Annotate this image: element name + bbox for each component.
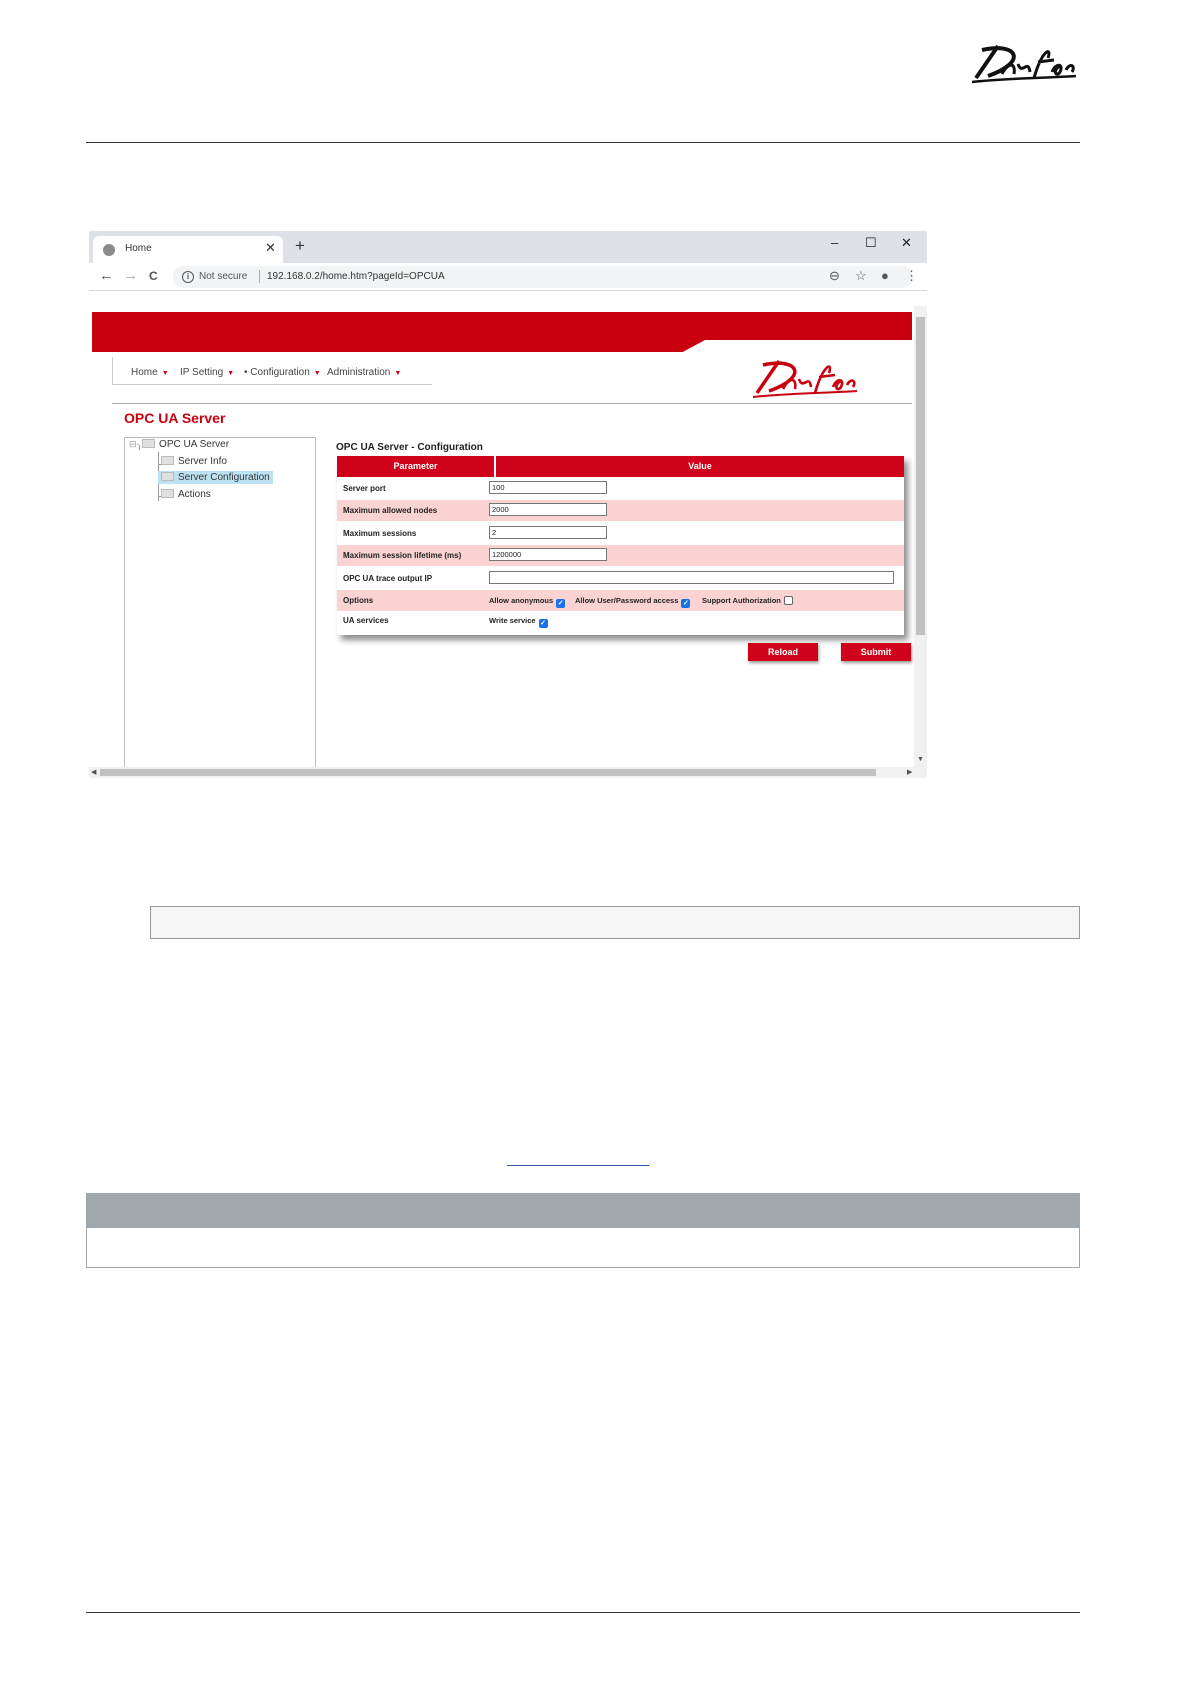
scroll-left-arrow[interactable]: ◀ (91, 769, 97, 776)
globe-icon (103, 244, 115, 256)
browser-menu-icon[interactable]: ⋮ (905, 268, 918, 283)
config-table (337, 456, 904, 635)
row-label: Maximum sessions (343, 529, 417, 538)
chevron-down-icon: ▼ (394, 370, 402, 377)
collapse-icon[interactable]: ⊟- (129, 439, 143, 449)
max-nodes-input[interactable]: 2000 (489, 503, 607, 516)
address-bar (89, 263, 927, 291)
row-label: Maximum session lifetime (ms) (343, 551, 462, 560)
scroll-right-arrow[interactable]: ▶ (907, 769, 913, 776)
close-window-button[interactable]: ✕ (901, 235, 912, 250)
menu-ip-setting[interactable]: IP Setting ▼ (180, 367, 235, 378)
browser-tab[interactable] (93, 236, 283, 263)
vertical-scrollbar[interactable] (914, 306, 927, 768)
zoom-icon[interactable]: ⊖ (829, 268, 840, 283)
forward-icon[interactable]: → (123, 267, 138, 284)
folder-icon (161, 472, 174, 481)
table-row (337, 610, 904, 631)
row-label: UA services (343, 616, 389, 625)
option-support-authorization: Support Authorization (702, 596, 793, 605)
tree-item-server-info[interactable]: Server Info (161, 456, 227, 467)
config-title: OPC UA Server - Configuration (336, 442, 483, 453)
reload-icon[interactable]: C (149, 269, 158, 283)
table-row (337, 590, 904, 611)
danfoss-logo (749, 353, 859, 401)
note-box (150, 906, 1080, 939)
security-label: Not secure (199, 271, 248, 282)
page-title: OPC UA Server (124, 410, 226, 426)
folder-icon (142, 439, 155, 448)
url-text: 192.168.0.2/home.htm?pageId=OPCUA (267, 271, 445, 282)
table-row (337, 500, 904, 521)
horizontal-scroll-thumb[interactable] (100, 769, 876, 776)
option-allow-anonymous: Allow anonymous ✓ (489, 596, 564, 607)
row-label: OPC UA trace output IP (343, 574, 433, 583)
session-lifetime-input[interactable]: 1200000 (489, 548, 607, 561)
row-label: Maximum allowed nodes (343, 506, 438, 515)
scroll-down-arrow[interactable]: ▼ (917, 756, 924, 763)
back-icon[interactable]: ← (99, 267, 114, 284)
browser-tabbar (89, 231, 927, 263)
tab-close-icon[interactable]: ✕ (265, 240, 276, 255)
link-underline[interactable] (507, 1165, 649, 1166)
horizontal-scrollbar[interactable] (89, 767, 927, 778)
chevron-down-icon: ▼ (227, 370, 235, 377)
column-header-parameter: Parameter (337, 456, 494, 477)
navigation-tree (124, 437, 316, 767)
write-service-checkbox[interactable]: ✓ (540, 620, 546, 627)
table-row (337, 568, 904, 589)
app-header-notch (679, 340, 919, 354)
minimize-button[interactable]: – (831, 235, 839, 250)
browser-screenshot (89, 231, 927, 778)
folder-icon (161, 489, 174, 498)
option-write-service: Write service ✓ (489, 616, 546, 627)
table-row (337, 523, 904, 544)
header-rule (86, 142, 1080, 143)
allow-user-password-checkbox[interactable]: ✓ (682, 600, 689, 607)
danfoss-logo (968, 40, 1078, 86)
folder-icon (161, 456, 174, 465)
star-icon[interactable]: ☆ (855, 268, 867, 283)
chevron-down-icon: ▼ (313, 370, 321, 377)
account-icon[interactable]: ● (881, 268, 889, 283)
tree-item-actions[interactable]: Actions (161, 489, 211, 500)
table-row (337, 478, 904, 499)
new-tab-button[interactable]: + (295, 236, 305, 255)
server-port-input[interactable]: 100 (489, 481, 607, 494)
menu-configuration[interactable]: • Configuration ▼ (244, 367, 321, 378)
url-separator (259, 270, 260, 283)
allow-anonymous-checkbox[interactable]: ✓ (557, 600, 564, 607)
row-label: Options (343, 596, 374, 605)
menu-administration[interactable]: Administration ▼ (327, 367, 402, 378)
tree-item-server-configuration[interactable]: Server Configuration (158, 471, 273, 484)
app-divider (112, 403, 912, 404)
menu-home[interactable]: Home ▼ (131, 367, 169, 378)
chevron-down-icon: ▼ (161, 370, 169, 377)
doc-table-header (86, 1193, 1080, 1228)
support-authorization-checkbox[interactable] (784, 596, 793, 605)
doc-table-row (86, 1228, 1080, 1268)
tab-title: Home (125, 243, 152, 254)
table-row (337, 545, 904, 566)
option-allow-user-password: Allow User/Password access ✓ (575, 596, 689, 607)
column-header-value: Value (496, 456, 904, 477)
vertical-scroll-thumb[interactable] (916, 317, 925, 635)
app-menu (112, 357, 432, 385)
maximize-button[interactable]: ☐ (865, 235, 877, 250)
max-sessions-input[interactable]: 2 (489, 526, 607, 539)
reload-button[interactable]: Reload (748, 643, 818, 661)
row-label: Server port (343, 484, 386, 493)
footer-rule (86, 1612, 1080, 1613)
trace-ip-input[interactable] (489, 571, 894, 584)
submit-button[interactable]: Submit (841, 643, 911, 661)
url-field[interactable] (173, 266, 918, 288)
info-icon[interactable]: i (182, 271, 194, 283)
tree-item-root[interactable]: ⊟- OPC UA Server (129, 439, 230, 450)
